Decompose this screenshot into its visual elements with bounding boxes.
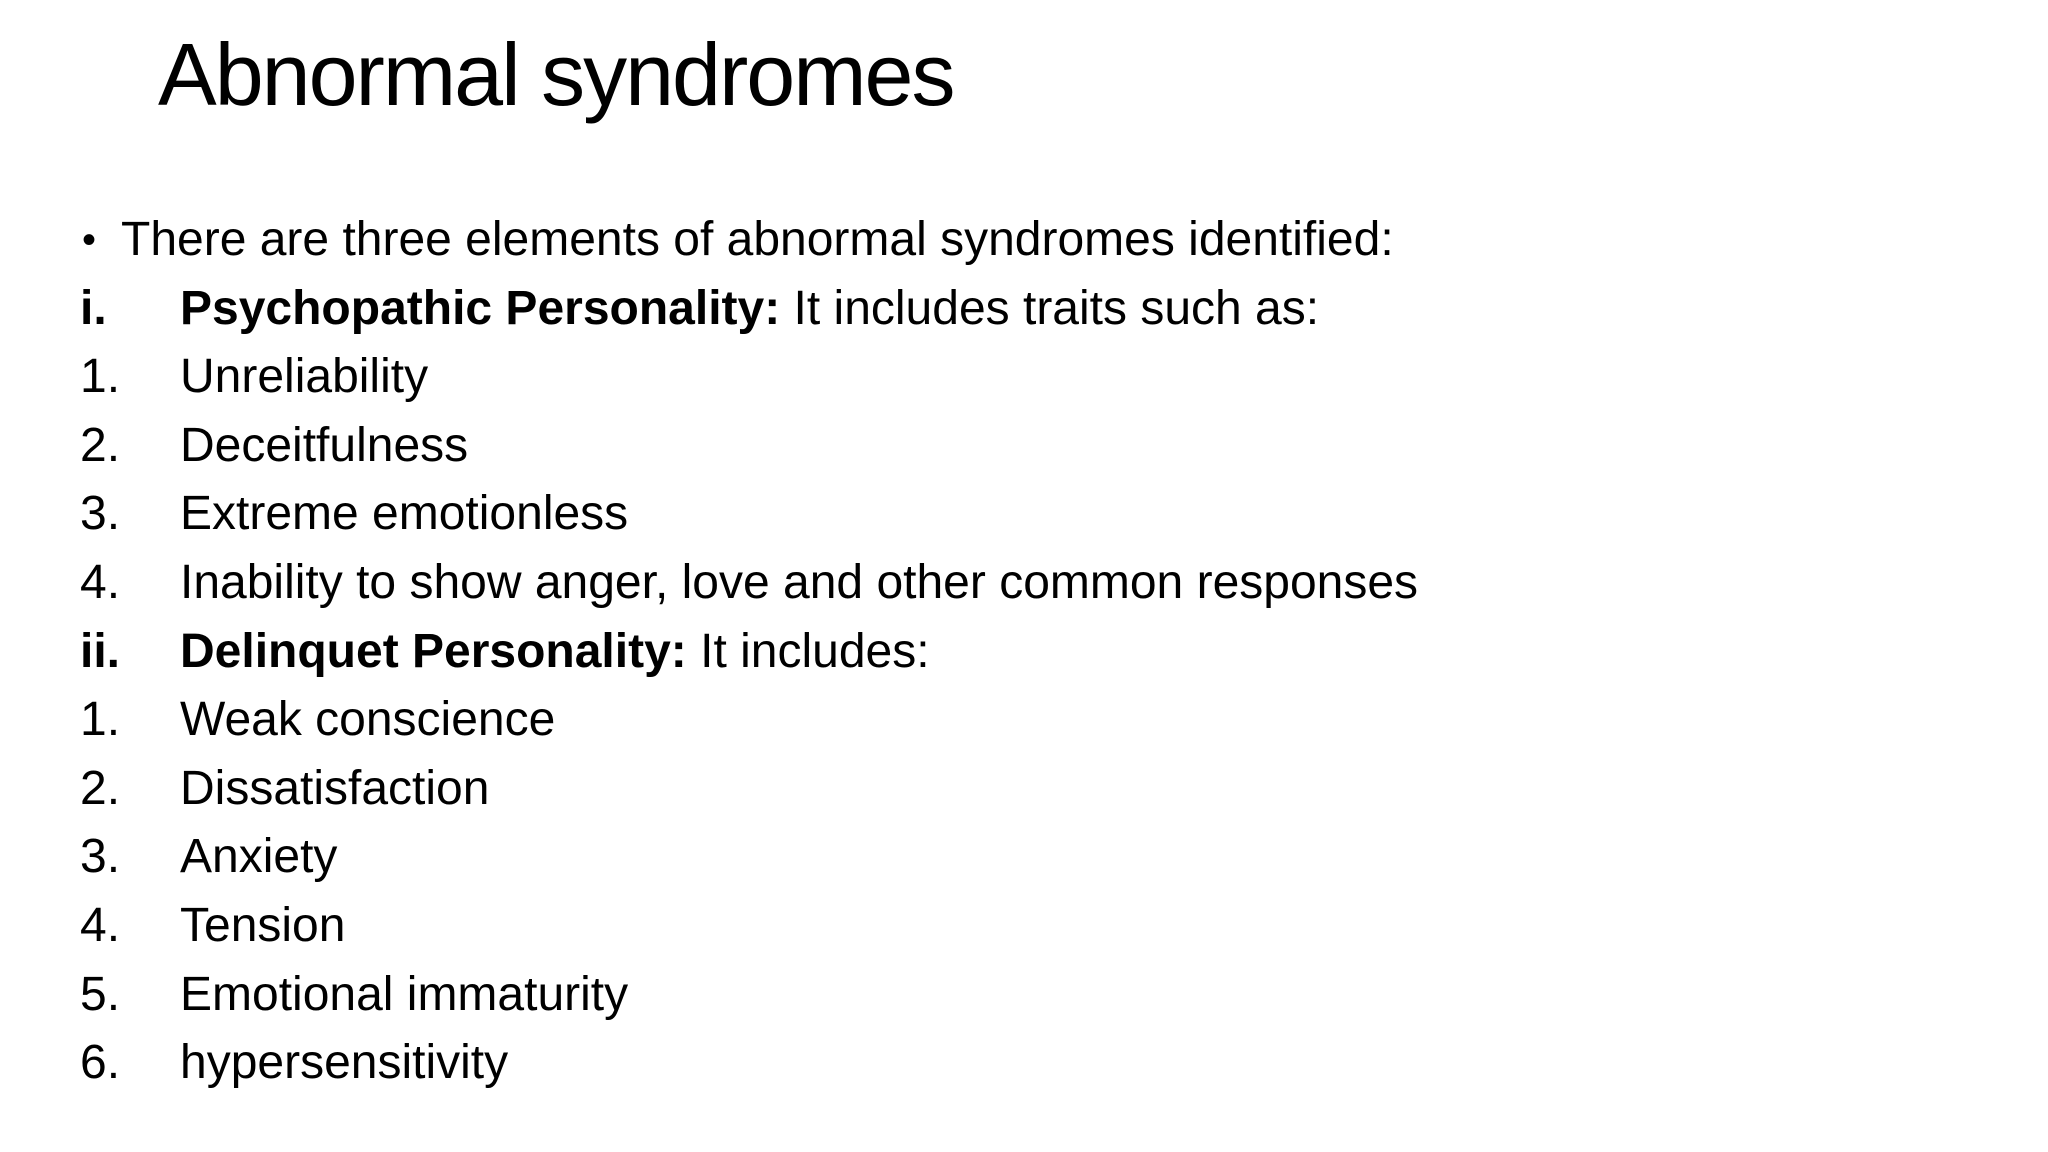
list-item — [80, 755, 1980, 824]
item-text: Weak conscience — [180, 693, 556, 747]
item-number: 2. — [80, 761, 121, 815]
item-text: hypersensitivity — [180, 1036, 509, 1090]
list-item — [80, 823, 1980, 892]
slide-title: Abnormal syndromes — [158, 25, 954, 124]
item-number: 5. — [80, 967, 121, 1021]
intro-bullet — [80, 206, 1980, 275]
section-heading-text — [180, 275, 1319, 344]
list-item — [80, 549, 1980, 618]
list-item — [80, 1029, 1980, 1098]
list-item — [80, 686, 1980, 755]
item-text: Extreme emotionless — [180, 487, 629, 541]
item-text: Anxiety — [180, 830, 338, 884]
section-heading-text — [180, 618, 930, 687]
roman-marker: i. — [80, 281, 107, 335]
list-item — [80, 412, 1980, 481]
item-number: 2. — [80, 418, 121, 472]
item-number: 4. — [80, 555, 121, 609]
item-text: Tension — [180, 898, 346, 952]
list-item — [80, 343, 1980, 412]
section-heading-bold: Psychopathic Personality: — [180, 281, 781, 335]
item-text: Emotional immaturity — [180, 967, 629, 1021]
item-text: Unreliability — [180, 350, 429, 404]
intro-text: There are three elements of abnormal syndromes identified: — [121, 213, 1394, 266]
section-heading-bold: Delinquet Personality: — [180, 624, 687, 678]
item-text: Deceitfulness — [180, 418, 469, 472]
item-number: 1. — [80, 350, 121, 404]
item-number: 3. — [80, 487, 121, 541]
list-item — [80, 961, 1980, 1030]
item-number: 3. — [80, 830, 121, 884]
item-text: Inability to show anger, love and other common responses — [180, 555, 1419, 609]
item-number: 1. — [80, 693, 121, 747]
section-lead: It includes: — [686, 624, 930, 678]
list-item — [80, 892, 1980, 961]
slide-body — [80, 206, 1980, 1098]
item-text: Dissatisfaction — [180, 761, 490, 815]
section-heading-delinquent — [80, 618, 1980, 687]
section-heading-psychopathic — [80, 275, 1980, 344]
item-number: 4. — [80, 898, 121, 952]
item-number: 6. — [80, 1036, 121, 1090]
list-item — [80, 480, 1980, 549]
section-lead: It includes traits such as: — [780, 281, 1320, 335]
bullet-marker: • — [82, 218, 97, 262]
roman-marker: ii. — [80, 624, 121, 678]
